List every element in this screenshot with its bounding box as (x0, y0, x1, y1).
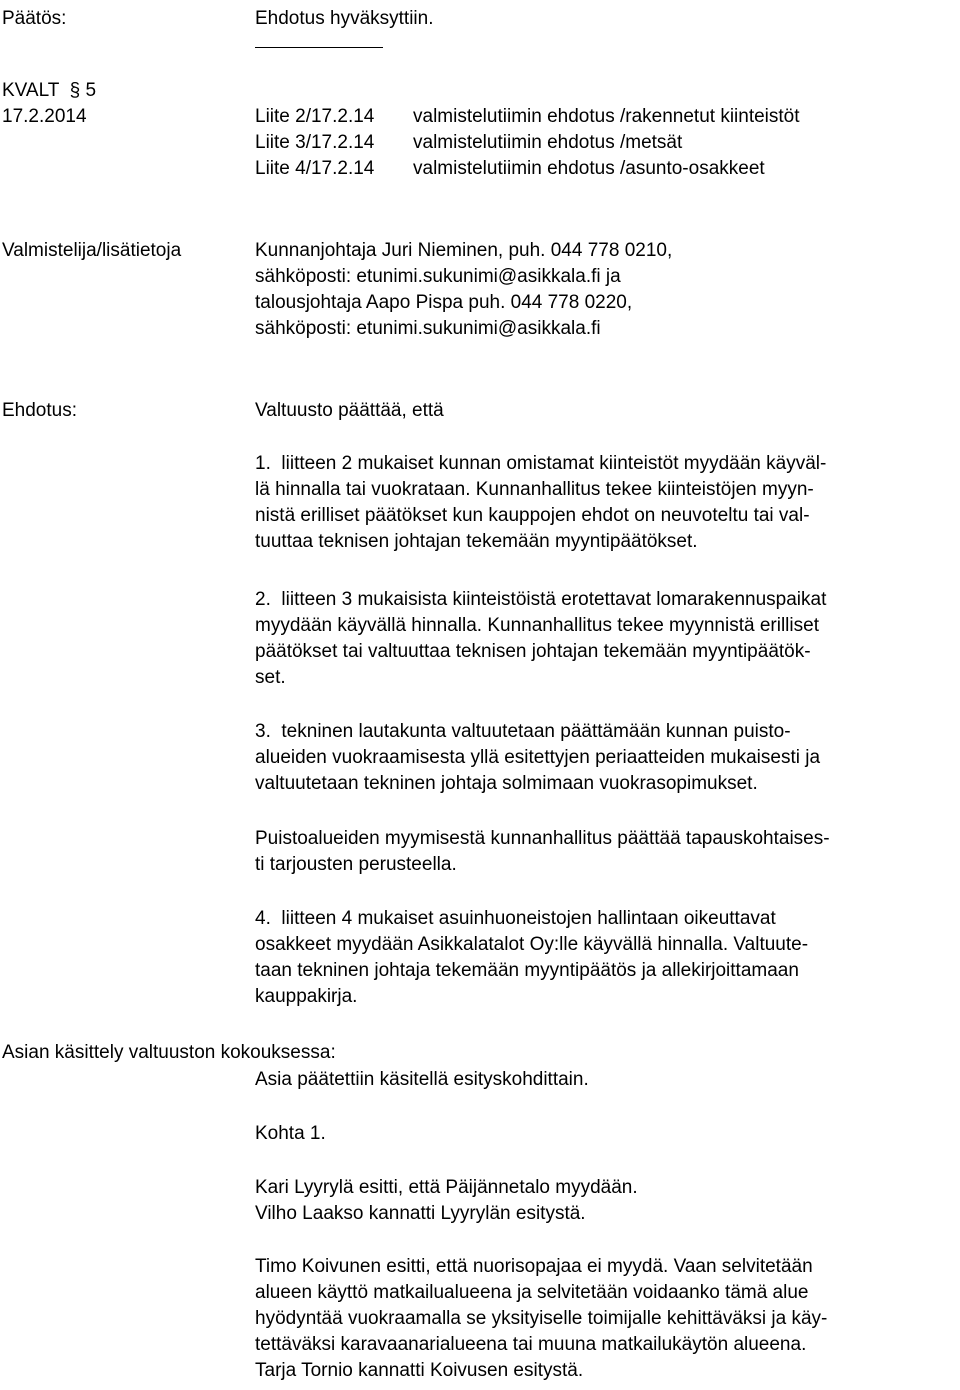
section-number: 5 (85, 80, 97, 101)
kasittely-label: Asian käsittely valtuuston kokouksessa: (2, 1042, 336, 1063)
proposal2-line: Timo Koivunen esitti, että nuorisopajaa ei myydä. Vaan selvitetään (255, 1256, 813, 1277)
ehdotus-intro: Valtuusto päättää, että (255, 400, 444, 421)
item4-line: osakkeet myydään Asikkalatalot Oy:lle käyvällä hinnalla. Valtuute- (255, 934, 809, 955)
item4-line: taan tekninen johtaja tekemään myyntipäätös ja allekirjoittamaan (255, 960, 799, 981)
valmistelija-line: sähköposti: etunimi.sukunimi@asikkala.fi ja (255, 266, 621, 287)
valmistelija-line: sähköposti: etunimi.sukunimi@asikkala.fi (255, 318, 601, 339)
puisto-line: Puistoalueiden myymisestä kunnanhallitus päättää tapauskohtaises- (255, 828, 830, 849)
section-sign: § (69, 80, 81, 101)
attachment-row (255, 158, 765, 180)
valmistelija-line: talousjohtaja Aapo Pispa puh. 044 778 0220, (255, 292, 633, 313)
item2-line: 2. liitteen 3 mukaisista kiinteistöistä erotettavat lomarakennuspaikat (255, 589, 827, 610)
attachment-ref: Liite 4/17.2.14 (255, 158, 375, 179)
item1-line: tuuttaa teknisen johtajan tekemään myyntipäätökset. (255, 531, 698, 552)
kasittely-line: Asia päätettiin käsitellä esityskohdittain. (255, 1069, 589, 1090)
item2-line: päätökset tai valtuuttaa teknisen johtajan tekemään myyntipäätök- (255, 641, 811, 662)
item2-line: set. (255, 667, 286, 688)
paatos-label: Päätös: (2, 8, 67, 29)
item1-line: nistä erilliset päätökset kun kauppojen ehdot on neuvoteltu tai val- (255, 505, 810, 526)
item4-line: kauppakirja. (255, 986, 358, 1007)
proposal1-line: Vilho Laakso kannatti Lyyrylän esitystä. (255, 1203, 586, 1224)
proposal1-line: Kari Lyyrylä esitti, että Päijännetalo myydään. (255, 1177, 638, 1198)
attachment-ref: Liite 2/17.2.14 (255, 106, 375, 127)
item1-line: 1. liitteen 2 mukaiset kunnan omistamat kiinteistöt myydään käyväl- (255, 453, 827, 474)
attachment-desc: valmistelutiimin ehdotus /rakennetut kiinteistöt (413, 106, 800, 127)
puisto-line: ti tarjousten perusteella. (255, 854, 457, 875)
separator-line (255, 47, 383, 48)
proposal2-line: hyödyntää vuokraamalla se yksityiselle toimijalle kehittäväksi ja käy- (255, 1308, 828, 1329)
attachment-row (255, 106, 800, 128)
paatos-text: Ehdotus hyväksyttiin. (255, 8, 434, 29)
item1-line: lä hinnalla tai vuokrataan. Kunnanhallitus tekee kiinteistöjen myyn- (255, 479, 814, 500)
kohta-label: Kohta 1. (255, 1123, 326, 1144)
kvalt-heading (2, 80, 96, 102)
kvalt-label: KVALT (2, 80, 60, 101)
item2-line: myydään käyvällä hinnalla. Kunnanhallitus tekee myynnistä erilliset (255, 615, 819, 636)
item4-line: 4. liitteen 4 mukaiset asuinhuoneistojen hallintaan oikeuttavat (255, 908, 776, 929)
attachment-desc: valmistelutiimin ehdotus /metsät (413, 132, 683, 153)
valmistelija-label: Valmistelija/lisätietoja (2, 240, 182, 261)
proposal2-line: Tarja Tornio kannatti Koivusen esitystä. (255, 1360, 584, 1381)
attachment-ref: Liite 3/17.2.14 (255, 132, 375, 153)
kvalt-date: 17.2.2014 (2, 106, 87, 127)
valmistelija-line: Kunnanjohtaja Juri Nieminen, puh. 044 778 0210, (255, 240, 673, 261)
attachment-row (255, 132, 682, 154)
proposal2-line: tettäväksi karavaanarialueena tai muuna matkailukäytön alueena. (255, 1334, 807, 1355)
attachment-desc: valmistelutiimin ehdotus /asunto-osakkeet (413, 158, 765, 179)
item3-line: 3. tekninen lautakunta valtuutetaan päättämään kunnan puisto- (255, 721, 791, 742)
ehdotus-label: Ehdotus: (2, 400, 77, 421)
proposal2-line: alueen käyttö matkailualueena ja selvitetään voidaanko tämä alue (255, 1282, 809, 1303)
item3-line: alueiden vuokraamisesta yllä esitettyjen periaatteiden mukaisesti ja (255, 747, 821, 768)
item3-line: valtuutetaan tekninen johtaja solmimaan vuokrasopimukset. (255, 773, 758, 794)
